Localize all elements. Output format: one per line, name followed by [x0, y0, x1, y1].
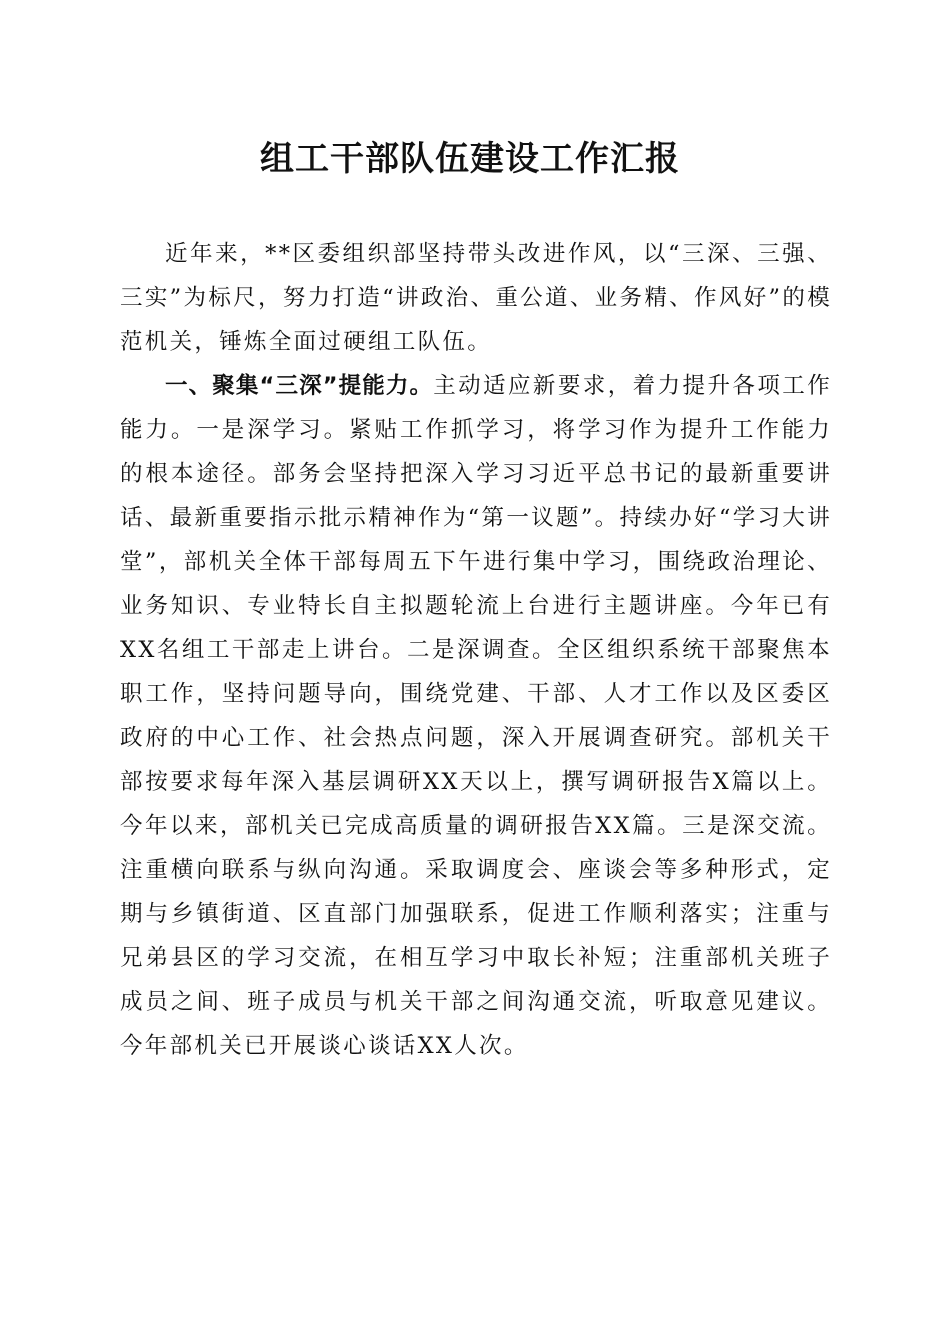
document-title: 组工干部队伍建设工作汇报 [260, 139, 680, 179]
intro-paragraph-text: 近年来，**区委组织部坚持带头改进作风，以“三深、三强、三实”为标尺，努力打造“讲政治、重公道、业务精、作风好”的模范机关，锤炼全面过硬组工队伍。 [120, 241, 832, 355]
section-one-text: 主动适应新要求，着力提升各项工作能力。一是深学习。紧贴工作抓学习，将学习作为提升工作能力的根本途径。部务会坚持把深入学习习近平总书记的最新重要讲话、最新重要指示批示精神作为“第一议题”。持续办好“学习大讲堂”，部机关全体干部每周五下午进行集中学习，围绕政治理论、业务知识、专业特长自主拟题轮流上台进行主题讲座。今年已有XX名组工干部走上讲台。二是深调查。全区组织系统干部聚焦本职工作，坚持问题导向，围绕党建、干部、人才工作以及区委区政府的中心工作、社会热点问题，深入开展调查研究。部机关干部按要求每年深入基层调研XX天以上，撰写调研报告X篇以上。今年以来，部机关已完成高质量的调研报告XX篇。三是深交流。注重横向联系与纵向沟通。采取调度会、座谈会等多种形式，定期与乡镇街道、区直部门加强联系，促进工作顺利落实；注重与兄弟县区的学习交流，在相互学习中取长补短；注重部机关班子成员之间、班子成员与机关干部之间沟通交流，听取意见建议。今年部机关已开展谈心谈话XX人次。 [120, 373, 832, 1059]
section-one-paragraph [120, 364, 832, 1068]
document-body [120, 232, 832, 1068]
intro-paragraph [120, 232, 832, 364]
section-one-heading: 一、聚集“三深”提能力。 [165, 373, 434, 399]
